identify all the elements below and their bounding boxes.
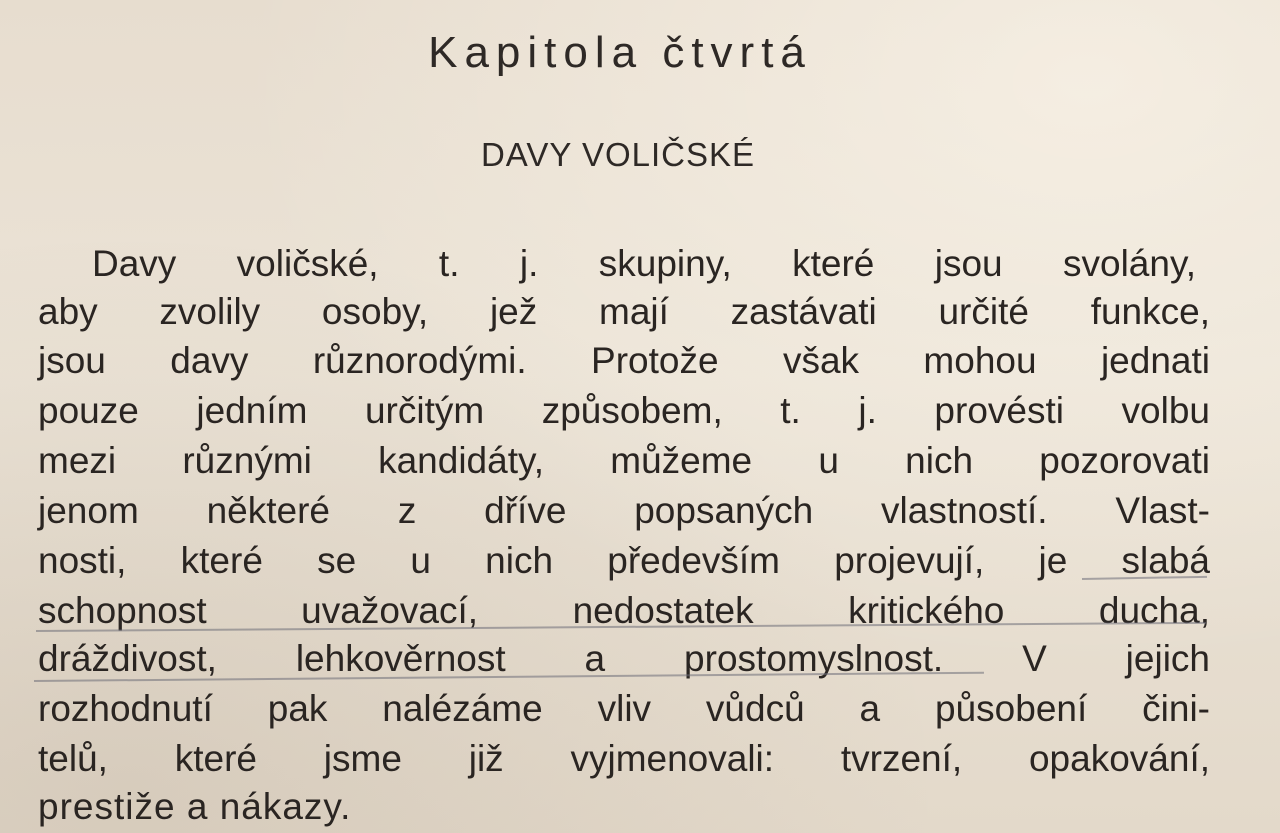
paragraph-line: telů, které jsme již vyjmenovali: tvrzení, opakování,	[38, 738, 1210, 779]
paragraph-line: pouze jedním určitým způsobem, t. j. provésti volbu	[38, 390, 1210, 431]
paragraph-line: aby zvolily osoby, jež mají zastávati určité funkce,	[38, 291, 1210, 332]
paragraph-line: jenom některé z dříve popsaných vlastností. Vlast-	[38, 490, 1210, 531]
paragraph-line: prestiže a nákazy.	[38, 786, 352, 827]
paragraph-line: Davy voličské, t. j. skupiny, které jsou svolány,	[92, 243, 1196, 284]
paragraph-line: dráždivost, lehkověrnost a prostomyslnost. V jejich	[38, 638, 1210, 679]
chapter-title: Kapitola čtvrtá	[428, 28, 812, 77]
section-title: DAVY VOLIČSKÉ	[480, 136, 756, 173]
paragraph-line: schopnost uvažovací, nedostatek kritického ducha,	[38, 590, 1210, 631]
paragraph-line: mezi různými kandidáty, můžeme u nich pozorovati	[38, 440, 1210, 481]
paragraph-line: rozhodnutí pak nalézáme vliv vůdců a působení čini-	[38, 688, 1210, 729]
paragraph-line: nosti, které se u nich především projevují, je slabá	[38, 540, 1210, 581]
paragraph-line: jsou davy různorodými. Protože však mohou jednati	[38, 340, 1210, 381]
